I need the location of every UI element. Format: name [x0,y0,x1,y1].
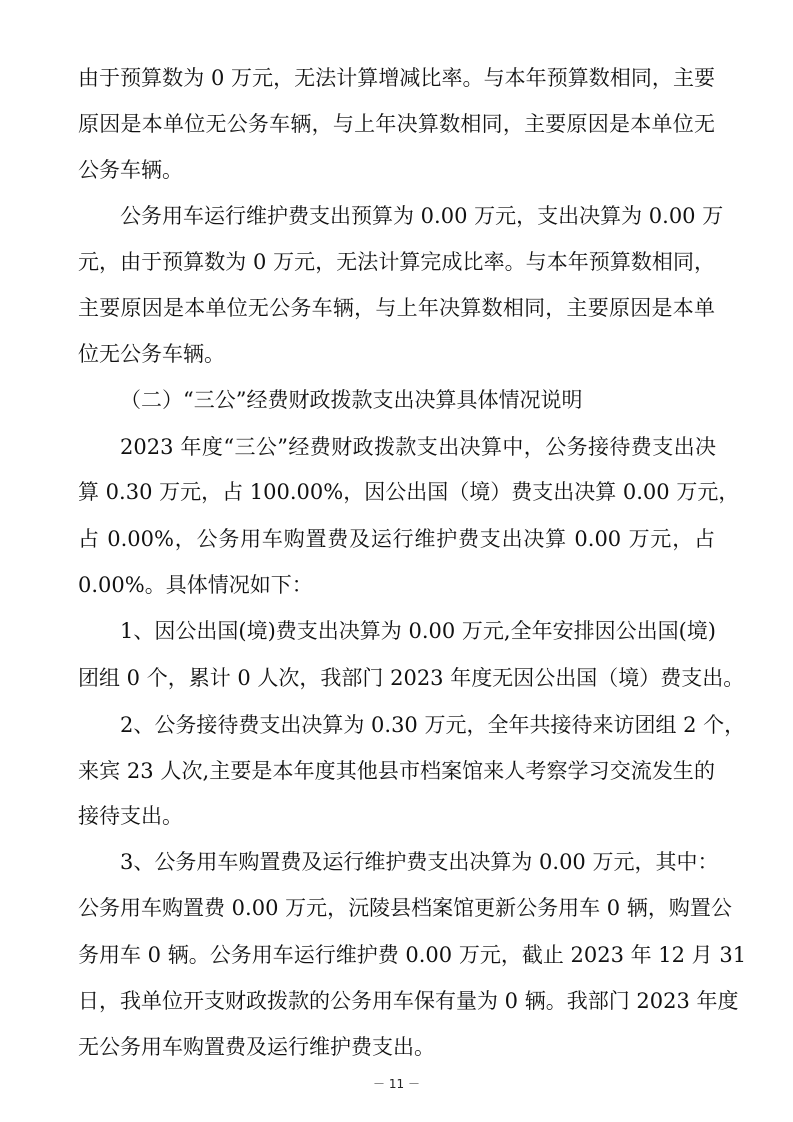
text-line [0,150,793,190]
list-item-text: 接待支出。 [78,804,183,828]
paragraph-text: 由于预算数为 0 万元，无法计算增减比率。与本年预算数相同，主要 [78,66,715,90]
list-item-text: 来宾 23 人次,主要是本年度其他县市档案馆来人考察学习交流发生的 [78,759,715,783]
text-line [0,242,793,282]
text-line [0,751,793,791]
section-heading-text: （二）“三公”经费财政拨款支出决算具体情况说明 [120,388,583,412]
text-line [0,842,793,882]
list-item-text: 1、因公出国(境)费支出决算为 0.00 万元,全年安排因公出国(境) [120,619,716,643]
paragraph-text: 公务车辆。 [78,158,183,182]
text-line [0,796,793,836]
list-item-text: 无公务用车购置费及运行维护费支出。 [78,1035,435,1059]
text-line [0,58,793,98]
text-line [0,427,793,467]
text-line [0,888,793,928]
paragraph-text: 主要原因是本单位无公务车辆，与上年决算数相同，主要原因是本单 [78,296,715,320]
paragraph-text: 公务用车运行维护费支出预算为 0.00 万元，支出决算为 0.00 万 [120,204,724,228]
paragraph-text: 原因是本单位无公务车辆，与上年决算数相同，主要原因是本单位无 [78,112,715,136]
text-line [0,519,793,559]
text-line [0,334,793,374]
text-line [0,196,793,236]
list-item-text: 3、公务用车购置费及运行维护费支出决算为 0.00 万元，其中： [120,850,719,874]
text-line [0,565,793,605]
text-line [0,705,793,745]
list-item-text: 2、公务接待费支出决算为 0.30 万元，全年共接待来访团组 2 个， [120,713,746,737]
list-item-text: 日，我单位开支财政拨款的公务用车保有量为 0 辆。我部门 2023 年度 [78,989,739,1013]
text-line-last [0,1027,793,1067]
paragraph-text: 元，由于预算数为 0 万元，无法计算完成比率。与本年预算数相同， [78,250,715,274]
list-item-text: 公务用车购置费 0.00 万元，沅陵县档案馆更新公务用车 0 辆，购置公 [78,896,732,920]
paragraph-text: 2023 年度“三公”经费财政拨款支出决算中，公务接待费支出决 [120,435,716,459]
text-line [0,658,793,698]
paragraph-text: 位无公务车辆。 [78,342,225,366]
section-heading [0,380,793,420]
text-line [0,104,793,144]
text-line [0,935,793,975]
paragraph-text: 占 0.00%，公务用车购置费及运行维护费支出决算 0.00 万元，占 [78,527,715,551]
list-item-text: 团组 0 个，累计 0 人次，我部门 2023 年度无因公出国（境）费支出。 [78,666,745,690]
paragraph-text: 算 0.30 万元，占 100.00%，因公出国（境）费支出决算 0.00 万元， [78,480,740,504]
list-item-text: 务用车 0 辆。公务用车运行维护费 0.00 万元，截止 2023 年 12 月 31 [78,943,747,967]
text-line [0,611,793,651]
text-line [0,288,793,328]
text-line [0,981,793,1021]
text-line [0,472,793,512]
page-number: － 11 － [373,1077,420,1091]
paragraph-text: 0.00%。具体情况如下： [78,573,313,597]
